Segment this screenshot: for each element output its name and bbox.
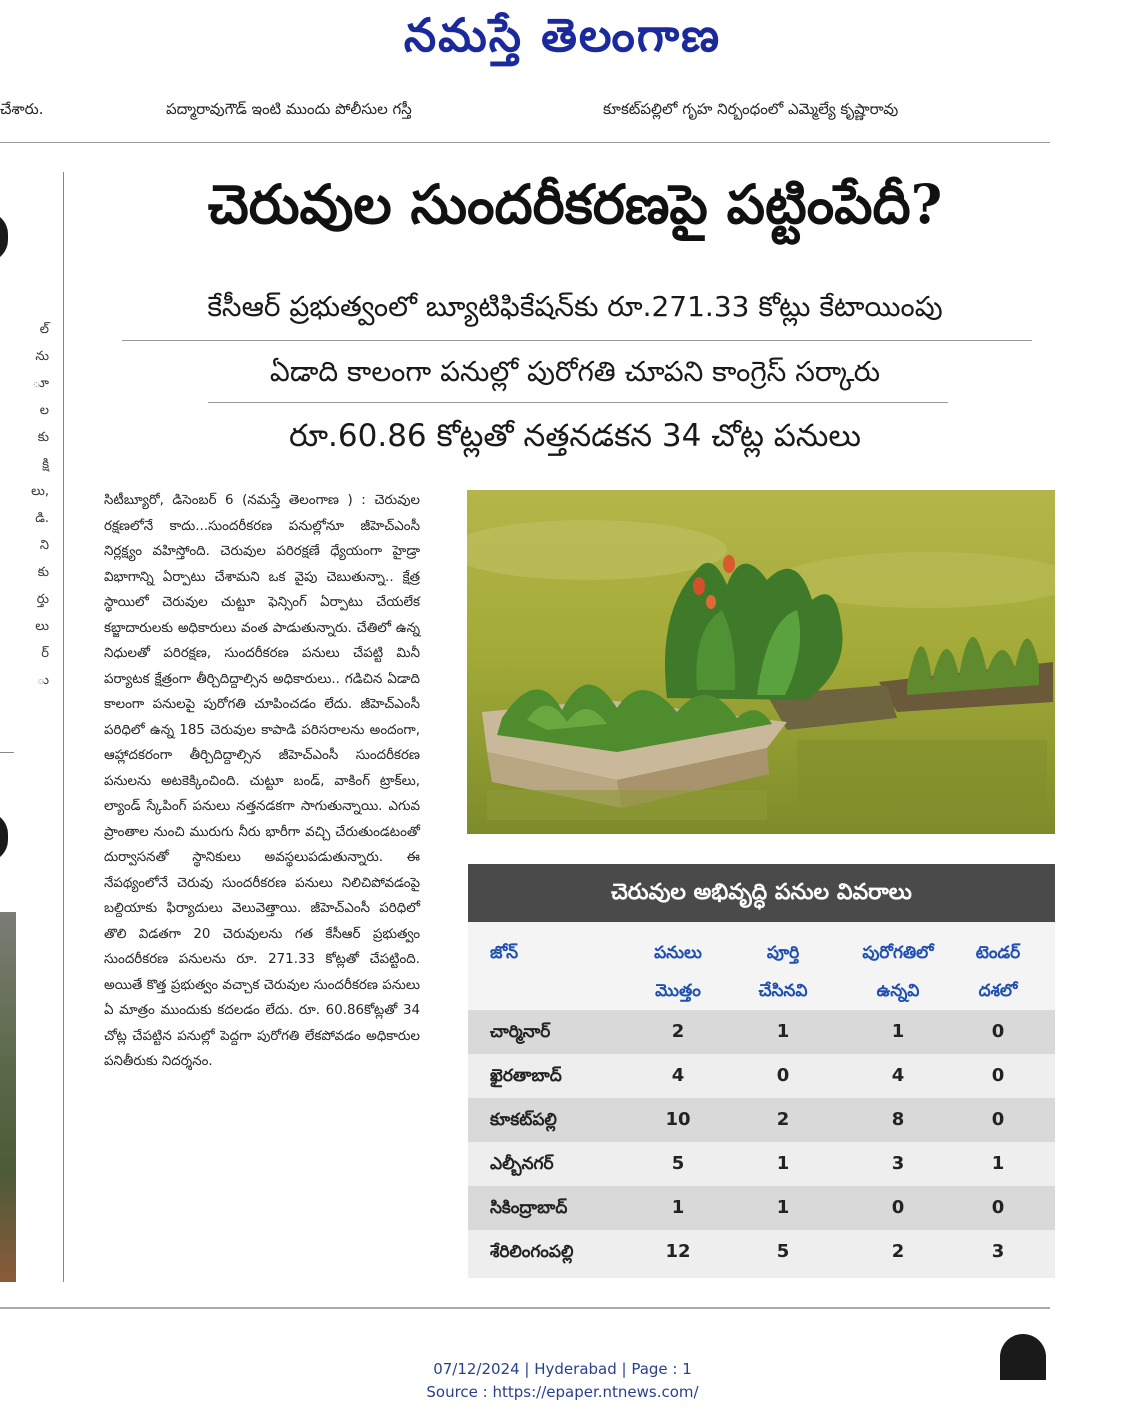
dot-icon xyxy=(0,212,8,262)
strip-text-fragment: ల్ xyxy=(39,322,49,337)
strip-text-fragment: డి. xyxy=(35,511,49,526)
table-cell-tender: 0 xyxy=(991,1065,1005,1086)
footer-source-link[interactable]: Source : https://epaper.ntnews.com/ xyxy=(426,1383,699,1401)
table-header-cell xyxy=(738,934,828,1010)
adjacent-photo xyxy=(0,912,16,1282)
table-cell-progress: 3 xyxy=(891,1153,905,1174)
teaser-right[interactable]: కూకట్‌పల్లిలో గృహ నిర్బంధంలో ఎమ్మెల్యే కృష్ణారావు xyxy=(603,100,899,118)
strip-text-fragment: ని xyxy=(39,538,49,553)
table-header-text: పూర్తి xyxy=(766,943,800,963)
table-row xyxy=(468,1142,1055,1186)
table-cell-tender: 0 xyxy=(991,1109,1005,1130)
dot-icon xyxy=(0,812,8,862)
column-divider xyxy=(63,172,64,1282)
table-cell-tender: 0 xyxy=(991,1021,1005,1042)
table-header-text: దశలో xyxy=(978,981,1018,1001)
table-cell-progress: 2 xyxy=(891,1241,905,1262)
table-cell-progress: 8 xyxy=(891,1109,905,1130)
table-cell-zone: కూకట్‌పల్లి xyxy=(490,1110,557,1130)
table-header-text: పనులు xyxy=(654,943,702,963)
table-cell-progress: 1 xyxy=(891,1021,905,1042)
table-cell-done: 1 xyxy=(776,1197,790,1218)
table-row xyxy=(468,1186,1055,1230)
table-cell-tender: 1 xyxy=(991,1153,1005,1174)
table-cell-tender: 3 xyxy=(991,1241,1005,1262)
table-cell-tender: 0 xyxy=(991,1197,1005,1218)
lake-photo xyxy=(467,490,1055,834)
table-header-cell xyxy=(490,934,620,972)
table-cell-zone: సికింద్రాబాద్ xyxy=(490,1198,568,1218)
subheadline-3: రూ.60.86 కోట్లతో నత్తనడకన 34 చోట్ల పనులు xyxy=(288,418,862,454)
table-cell-total: 12 xyxy=(665,1241,691,1262)
table-cell-zone: శేరిలింగంపల్లి xyxy=(490,1242,574,1262)
table-header-cell xyxy=(963,934,1033,1010)
table-header-text: టెండర్ xyxy=(975,943,1021,963)
footer-date-line: 07/12/2024 | Hyderabad | Page : 1 xyxy=(433,1360,692,1378)
strip-text-fragment: ను xyxy=(35,349,49,364)
bottom-divider xyxy=(0,1307,1050,1309)
top-divider xyxy=(0,142,1050,143)
table-title: చెరువుల అభివృద్ధి పనుల వివరాలు xyxy=(468,864,1055,922)
table-cell-total: 2 xyxy=(671,1021,685,1042)
table-cell-total: 4 xyxy=(671,1065,685,1086)
table-header-cell xyxy=(843,934,953,1010)
teaser-center[interactable]: పద్మారావుగౌడ్ ఇంటి ముందు పోలీసుల గస్తీ xyxy=(166,100,412,118)
table-cell-done: 1 xyxy=(776,1153,790,1174)
table-header-row xyxy=(468,922,1055,1010)
subhead-divider xyxy=(122,340,1032,341)
table-cell-total: 5 xyxy=(671,1153,685,1174)
table-cell-progress: 0 xyxy=(891,1197,905,1218)
strip-text-fragment: లు xyxy=(35,619,49,634)
table-row xyxy=(468,1054,1055,1098)
table-row xyxy=(468,1098,1055,1142)
strip-text-fragment: లు, xyxy=(31,484,49,499)
table-cell-zone: చార్మినార్ xyxy=(490,1022,551,1042)
strip-text-fragment: కు xyxy=(37,430,49,445)
subheadline-1: కేసీఆర్ ప్రభుత్వంలో బ్యూటిఫికేషన్‌కు రూ.271.33 కోట్లు కేటాయింపు xyxy=(207,290,943,323)
teaser-left[interactable]: చేశారు. xyxy=(0,100,44,118)
strip-text-fragment: ు xyxy=(36,673,49,688)
masthead-logo: నమస్తే తెలంగాణ xyxy=(403,8,722,62)
table-header-text: జోన్ xyxy=(490,943,519,963)
lake-works-table xyxy=(468,864,1055,1278)
subheadline-2: ఏడాది కాలంగా పనుల్లో పురోగతి చూపని కాంగ్రెస్ సర్కారు xyxy=(269,355,881,388)
strip-text-fragment: క్షి xyxy=(42,457,49,472)
table-cell-done: 1 xyxy=(776,1021,790,1042)
table-cell-done: 2 xyxy=(776,1109,790,1130)
table-row xyxy=(468,1230,1055,1274)
article-headline: చెరువుల సుందరీకరణపై పట్టింపేదీ? xyxy=(207,172,943,236)
strip-text-fragment: ల xyxy=(39,403,49,418)
table-cell-done: 0 xyxy=(776,1065,790,1086)
table-header-text: చేసినవి xyxy=(758,981,808,1001)
subhead-divider xyxy=(208,402,948,403)
article-body: సిటీబ్యూరో, డిసెంబర్ 6 (నమస్తే తెలంగాణ ) : చెరువుల రక్షణలోనే కాదు...సుందరీకరణ పనుల్లోనూ జీహెచ్ఎంసీ నిర్లక్ష్యం వహిస్తోంది. చెరువుల పరిరక్షణే ధ్యేయంగా హైడ్రా విభాగాన్ని ఏర్పాటు చేశామని ఒక వైపు చెబుతున్నా.. క్షేత్ర స్థాయిలో చెరువుల చుట్టూ ఫెన్సింగ్ ఏర్పాటు చేయలేక కబ్జాదారులకు అధికారులు వంత పాడుతున్నారు. చేతిలో ఉన్న నిధులతో పరిరక్షణ, సుందరీకరణ పనులు చేపట్టి మినీ పర్యాటక క్షేత్రంగా తీర్చిదిద్దాల్సిన అధికారులు.. గడిచిన ఏడాది కాలంగా పనులపై పురోగతి చూపించడం లేదు. జీహెచ్ఎంసీ పరిధిలో ఉన్న 185 చెరువుల కాపాడి పరిసరాలను అందంగా, ఆహ్లాదకరంగా తీర్చిదిద్దాల్సిన జీహెచ్ఎంసీ సుందరీకరణ పనులను అటకెక్కించింది. చుట్టూ బండ్, వాకింగ్ ట్రాక్‌లు, ల్యాండ్ స్కేపింగ్ పనులు నత్తనడకగా సాగుతున్నాయి. ఎగువ ప్రాంతాల నుంచి మురుగు నీరు భారీగా వచ్చి చేరుతుండటంతో దుర్వాసనతో స్థానికులు అవస్థలుపడుతున్నారు. ఈ నేపథ్యంలోనే చెరువు సుందరీకరణ పనులు నిలిచిపోవడంపై బల్దియాకు ఫిర్యాదులు వెలువెత్తాయి. జీహెచ్ఎంసీ పరిధిలో తొలి విడతగా 20 చెరువులను గత కేసీఆర్ ప్రభుత్వం సుందరీకరణ పనులను రూ. 271.33 కోట్లతో చేపట్టింది. అయితే కొత్త ప్రభుత్వం వచ్చాక చెరువుల సుందరీకరణ పనులు ఏ మాత్రం ముందుకు కదలడం లేదు. రూ. 60.86కోట్లతో 34 చోట్ల చేపట్టిన పనుల్లో పెద్దగా పురోగతి లేకపోవడం అధికారుల పనితీరుకు నిదర్శనం. xyxy=(104,493,420,1069)
table-header-text: మొత్తం xyxy=(655,981,701,1001)
strip-text-fragment: ర్తు xyxy=(36,592,49,607)
table-header-text: ఉన్నవి xyxy=(876,981,920,1001)
table-cell-done: 5 xyxy=(776,1241,790,1262)
strip-divider xyxy=(0,752,14,753)
table-header-text: పురోగతిలో xyxy=(862,943,934,963)
lake-photo-image xyxy=(467,490,1055,834)
table-cell-total: 10 xyxy=(665,1109,691,1130)
table-cell-total: 1 xyxy=(671,1197,685,1218)
table-row xyxy=(468,1010,1055,1054)
table-cell-zone: ఎల్బీనగర్ xyxy=(490,1154,554,1174)
strip-text-fragment: కు xyxy=(37,565,49,580)
table-header-cell xyxy=(633,934,723,1010)
strip-text-fragment: ూ xyxy=(32,376,49,391)
table-cell-zone: ఖైరతాబాద్ xyxy=(490,1066,562,1086)
adjacent-column-strip xyxy=(0,172,55,1292)
strip-text-fragment: ర్ xyxy=(41,646,49,661)
table-cell-progress: 4 xyxy=(891,1065,905,1086)
